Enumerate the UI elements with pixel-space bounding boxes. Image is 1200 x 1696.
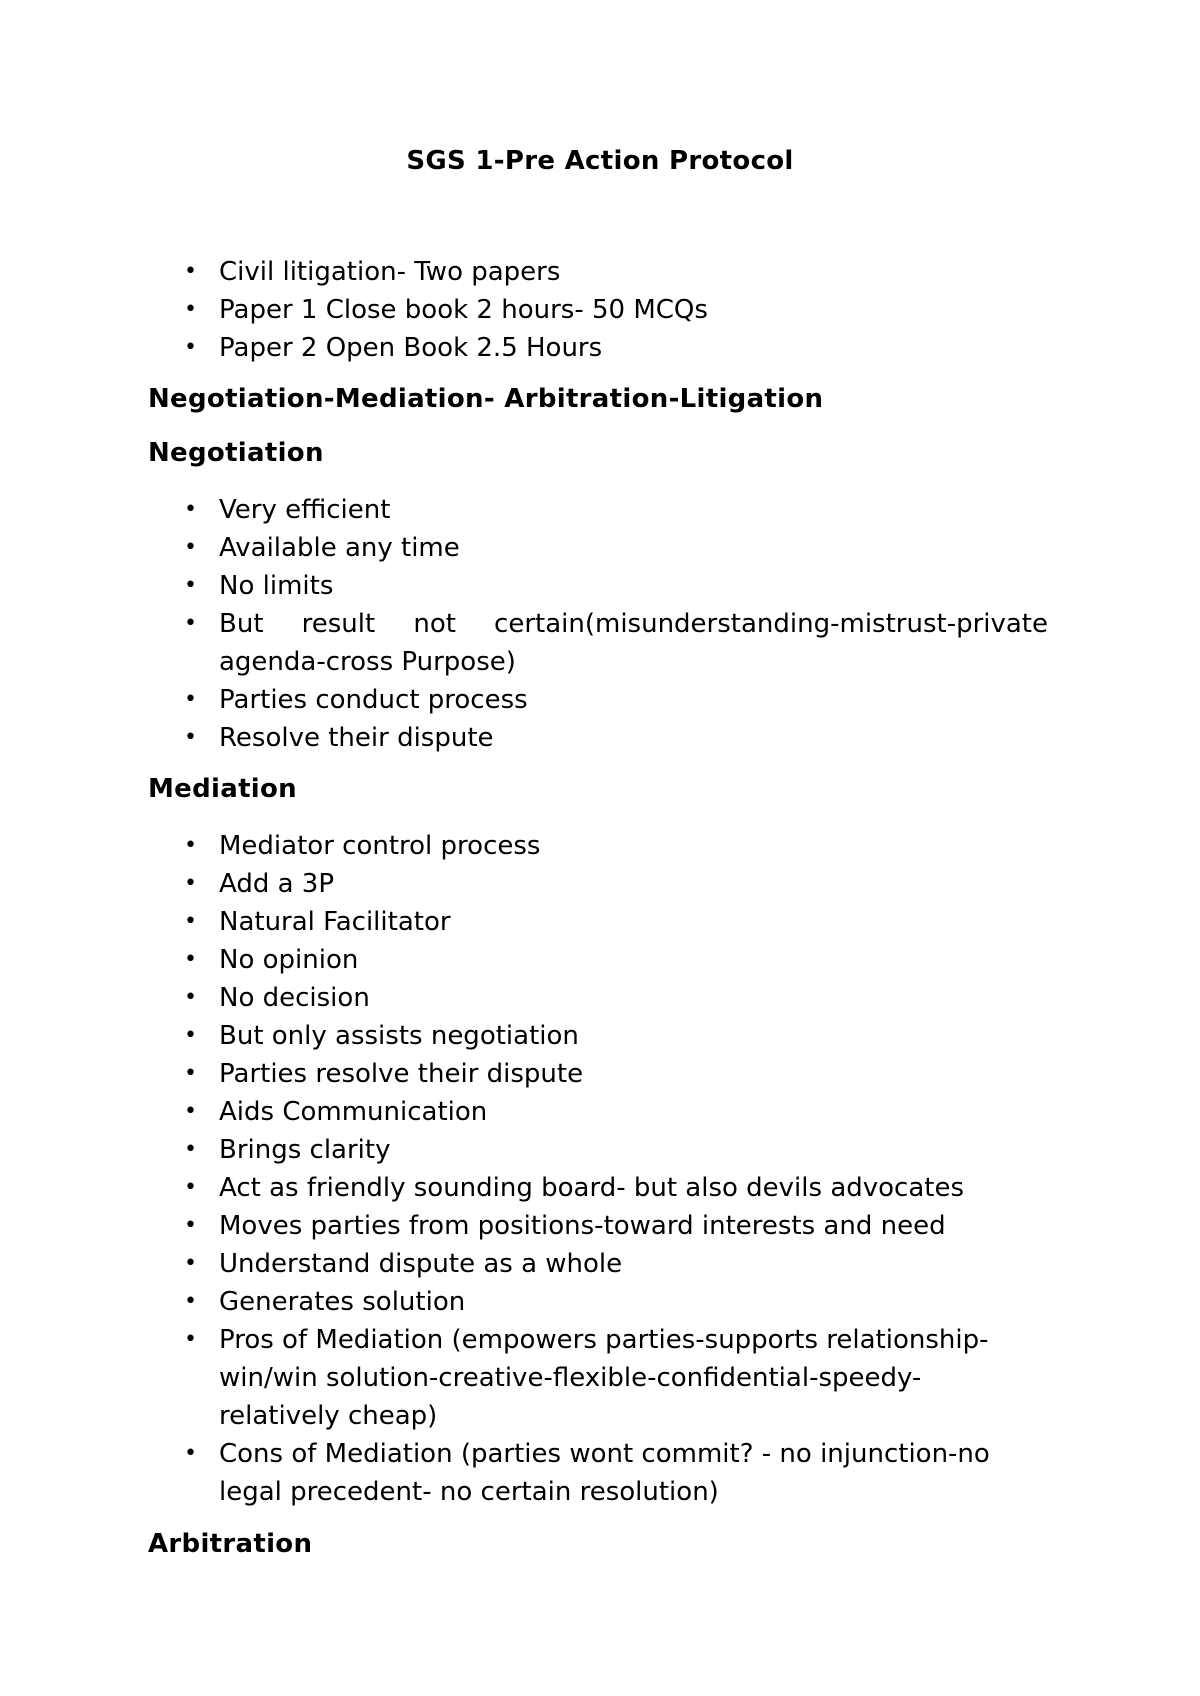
list-item: • Very efficient [148, 491, 1048, 529]
bullet-icon: • [184, 909, 197, 934]
mediation-list [148, 827, 1038, 1511]
list-item: • But only assists negotiation [148, 1017, 1038, 1055]
bullet-icon: • [184, 833, 197, 858]
bullet-icon: • [184, 947, 197, 972]
list-item: • Understand dispute as a whole [148, 1245, 1038, 1283]
bullet-icon: • [184, 497, 197, 522]
overview-heading: Negotiation-Mediation- Arbitration-Litigation [148, 384, 824, 414]
bullet-icon: • [184, 871, 197, 896]
list-item: • Natural Facilitator [148, 903, 1038, 941]
list-item: • Cons of Mediation (parties wont commit? - no injunction-no legal precedent- no certain resolution) [148, 1435, 1038, 1511]
list-item: • Paper 1 Close book 2 hours- 50 MCQs [148, 291, 1048, 329]
bullet-icon: • [184, 1441, 197, 1466]
list-item: • Parties resolve their dispute [148, 1055, 1038, 1093]
list-item: • No limits [148, 567, 1048, 605]
list-item: • But result not certain(misunderstanding-mistrust-private agenda-cross Purpose) [148, 605, 1048, 681]
list-item: • Paper 2 Open Book 2.5 Hours [148, 329, 1048, 367]
list-item: • No decision [148, 979, 1038, 1017]
bullet-icon: • [184, 1251, 197, 1276]
negotiation-heading: Negotiation [148, 438, 324, 468]
list-item: • Resolve their dispute [148, 719, 1048, 757]
document-title: SGS 1-Pre Action Protocol [406, 146, 794, 176]
list-item: • Generates solution [148, 1283, 1038, 1321]
bullet-icon: • [184, 297, 197, 322]
bullet-icon: • [184, 687, 197, 712]
bullet-icon: • [184, 611, 197, 636]
list-item: • Parties conduct process [148, 681, 1048, 719]
mediation-heading: Mediation [148, 774, 297, 804]
bullet-icon: • [184, 573, 197, 598]
list-item: • Act as friendly sounding board- but also devils advocates [148, 1169, 1038, 1207]
list-item: • Add a 3P [148, 865, 1038, 903]
negotiation-list [148, 491, 1048, 757]
bullet-icon: • [184, 535, 197, 560]
list-item: • Available any time [148, 529, 1048, 567]
bullet-icon: • [184, 1137, 197, 1162]
list-item: • Pros of Mediation (empowers parties-supports relationship-win/win solution-creative-flexible-confidential-speedy-relatively cheap) [148, 1321, 1038, 1435]
bullet-icon: • [184, 1099, 197, 1124]
bullet-icon: • [184, 1289, 197, 1314]
list-item: • Brings clarity [148, 1131, 1038, 1169]
bullet-icon: • [184, 1023, 197, 1048]
bullet-icon: • [184, 1061, 197, 1086]
list-item: • Aids Communication [148, 1093, 1038, 1131]
list-item: • Civil litigation- Two papers [148, 253, 1048, 291]
intro-list [148, 253, 1048, 367]
bullet-icon: • [184, 1327, 197, 1352]
arbitration-heading: Arbitration [148, 1529, 313, 1559]
list-item: • No opinion [148, 941, 1038, 979]
bullet-icon: • [184, 335, 197, 360]
list-item: • Moves parties from positions-toward interests and need [148, 1207, 1038, 1245]
bullet-icon: • [184, 1213, 197, 1238]
bullet-icon: • [184, 725, 197, 750]
bullet-icon: • [184, 985, 197, 1010]
bullet-icon: • [184, 259, 197, 284]
bullet-icon: • [184, 1175, 197, 1200]
list-item: • Mediator control process [148, 827, 1038, 865]
